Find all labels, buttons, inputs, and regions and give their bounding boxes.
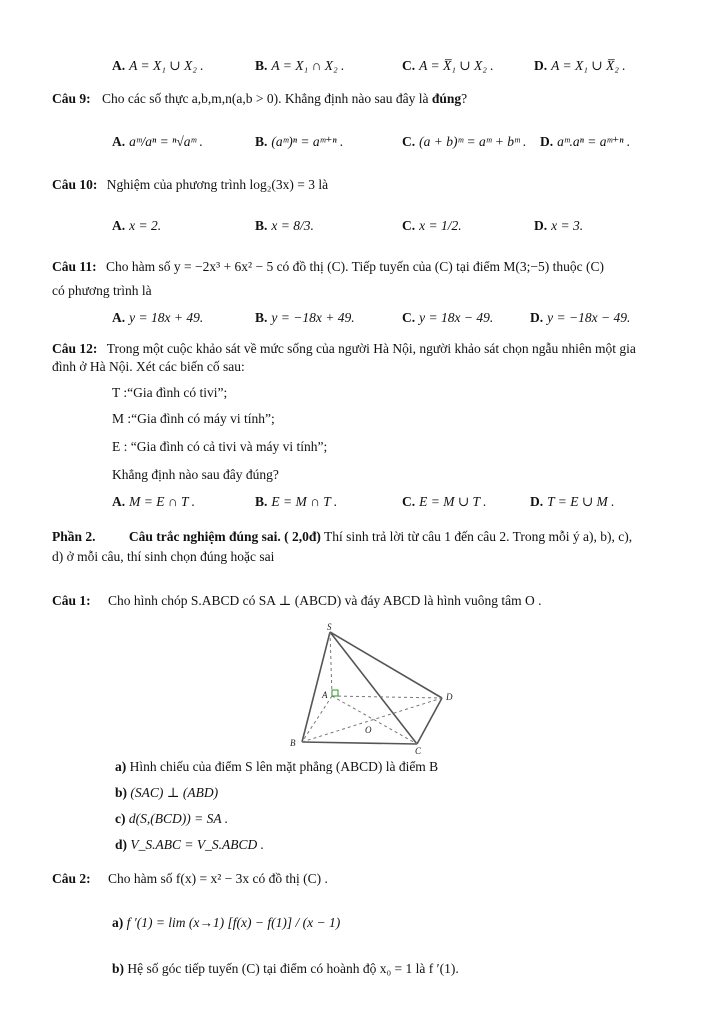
- q8-option-d: D. A = X₁ ∪ X̅₂ .: [534, 58, 626, 73]
- p2q1-stem: Câu 1: Cho hình chóp S.ABCD có SA ⊥ (ABCD) và đáy ABCD là hình vuông tâm O .: [52, 593, 542, 608]
- edge-sc: [330, 632, 417, 744]
- q10-option-b: B. x = 8/3.: [255, 218, 314, 233]
- q12-event-t: T :“Gia đình có tivi”;: [112, 385, 228, 400]
- q10-stem: Câu 10: Nghiệm của phương trình log₂(3x) = 3 là: [52, 177, 329, 192]
- q9-option-b: B. (aᵐ)ⁿ = aᵐ⁺ⁿ .: [255, 134, 344, 149]
- q12-option-b: B. E = M ∩ T .: [255, 494, 338, 509]
- q11-option-c: C. y = 18x − 49.: [402, 310, 494, 325]
- q12-prompt: Khẳng định nào sau đây đúng?: [112, 467, 279, 482]
- diag-ac: [332, 696, 417, 744]
- pyramid-figure: [282, 620, 462, 760]
- q9-stem: Câu 9: Cho các số thực a,b,m,n(a,b > 0). Khẳng định nào sau đây là đúng?: [52, 91, 468, 106]
- p2q1-item-c: c) d(S,(BCD)) = SA .: [115, 811, 229, 826]
- label-a: A: [322, 690, 328, 700]
- label-o: O: [365, 725, 372, 735]
- p2q2-item-b: b) Hệ số góc tiếp tuyến (C) tại điểm có hoành độ x₀ = 1 là f ′(1).: [112, 961, 459, 976]
- edge-sa: [330, 632, 332, 696]
- label-c: C: [415, 746, 422, 756]
- p2q1-item-b: b) (SAC) ⊥ (ABD): [115, 785, 219, 800]
- q9-option-d: D. aᵐ.aⁿ = aᵐ⁺ⁿ .: [540, 134, 631, 149]
- label-b: B: [290, 738, 296, 748]
- q10-option-a: A. x = 2.: [112, 218, 162, 233]
- p2q2-stem: Câu 2: Cho hàm số f(x) = x² − 3x có đồ thị (C) .: [52, 871, 328, 886]
- edge-ab: [302, 696, 332, 742]
- right-angle-mark: [332, 690, 338, 696]
- q10-option-d: D. x = 3.: [534, 218, 584, 233]
- part2-heading-line2: d) ở mỗi câu, thí sinh chọn đúng hoặc sai: [52, 549, 275, 564]
- q11-option-a: A. y = 18x + 49.: [112, 310, 204, 325]
- q11-option-d: D. y = −18x − 49.: [530, 310, 631, 325]
- q12-stem-line2: đình ở Hà Nội. Xét các biến cố sau:: [52, 359, 245, 374]
- q11-option-b: B. y = −18x + 49.: [255, 310, 355, 325]
- q8-option-b: B. A = X₁ ∩ X₂ .: [255, 58, 345, 73]
- q12-event-e: E : “Gia đình có cả tivi và máy vi tính”;: [112, 439, 328, 454]
- q9-option-c: C. (a + b)ᵐ = aᵐ + bᵐ .: [402, 134, 527, 149]
- label-d: D: [446, 692, 453, 702]
- edge-bc: [302, 742, 417, 744]
- q9-option-a: A. aᵐ/aⁿ = ⁿ√aᵐ .: [112, 134, 203, 149]
- label-s: S: [327, 622, 332, 632]
- edge-sb: [302, 632, 330, 742]
- p2q2-item-a: a) f ′(1) = lim (x→1) [f(x) − f(1)] / (x − 1): [112, 915, 341, 930]
- p2q1-item-d: d) V_S.ABC = V_S.ABCD .: [115, 837, 264, 852]
- q8-option-a: A. A = X₁ ∪ X₂ .: [112, 58, 204, 73]
- part2-heading-line1: Phần 2. Câu trắc nghiệm đúng sai. ( 2,0đ) Thí sinh trả lời từ câu 1 đến câu 2. Trong mỗi ý a), b), c),: [52, 529, 633, 544]
- q11-stem-line1: Câu 11: Cho hàm số y = −2x³ + 6x² − 5 có đồ thị (C). Tiếp tuyến của (C) tại điểm M(3;−5) thuộc (C): [52, 259, 605, 274]
- q8-option-c: C. A = X̅₁ ∪ X₂ .: [402, 58, 494, 73]
- q10-option-c: C. x = 1/2.: [402, 218, 462, 233]
- edge-cd: [417, 698, 442, 744]
- p2q1-item-a: a) Hình chiếu của điểm S lên mặt phẳng (ABCD) là điểm B: [115, 759, 439, 774]
- edge-ad: [332, 696, 442, 698]
- q11-stem-line2: có phương trình là: [52, 283, 152, 298]
- q12-event-m: M :“Gia đình có máy vi tính”;: [112, 411, 275, 426]
- q12-option-a: A. M = E ∩ T .: [112, 494, 195, 509]
- edge-sd: [330, 632, 442, 698]
- q12-option-c: C. E = M ∪ T .: [402, 494, 487, 509]
- q12-option-d: D. T = E ∪ M .: [530, 494, 615, 509]
- q12-stem-line1: Câu 12: Trong một cuộc khảo sát về mức sống của người Hà Nội, người khảo sát chọn ngẫu nhiên một gia: [52, 341, 636, 356]
